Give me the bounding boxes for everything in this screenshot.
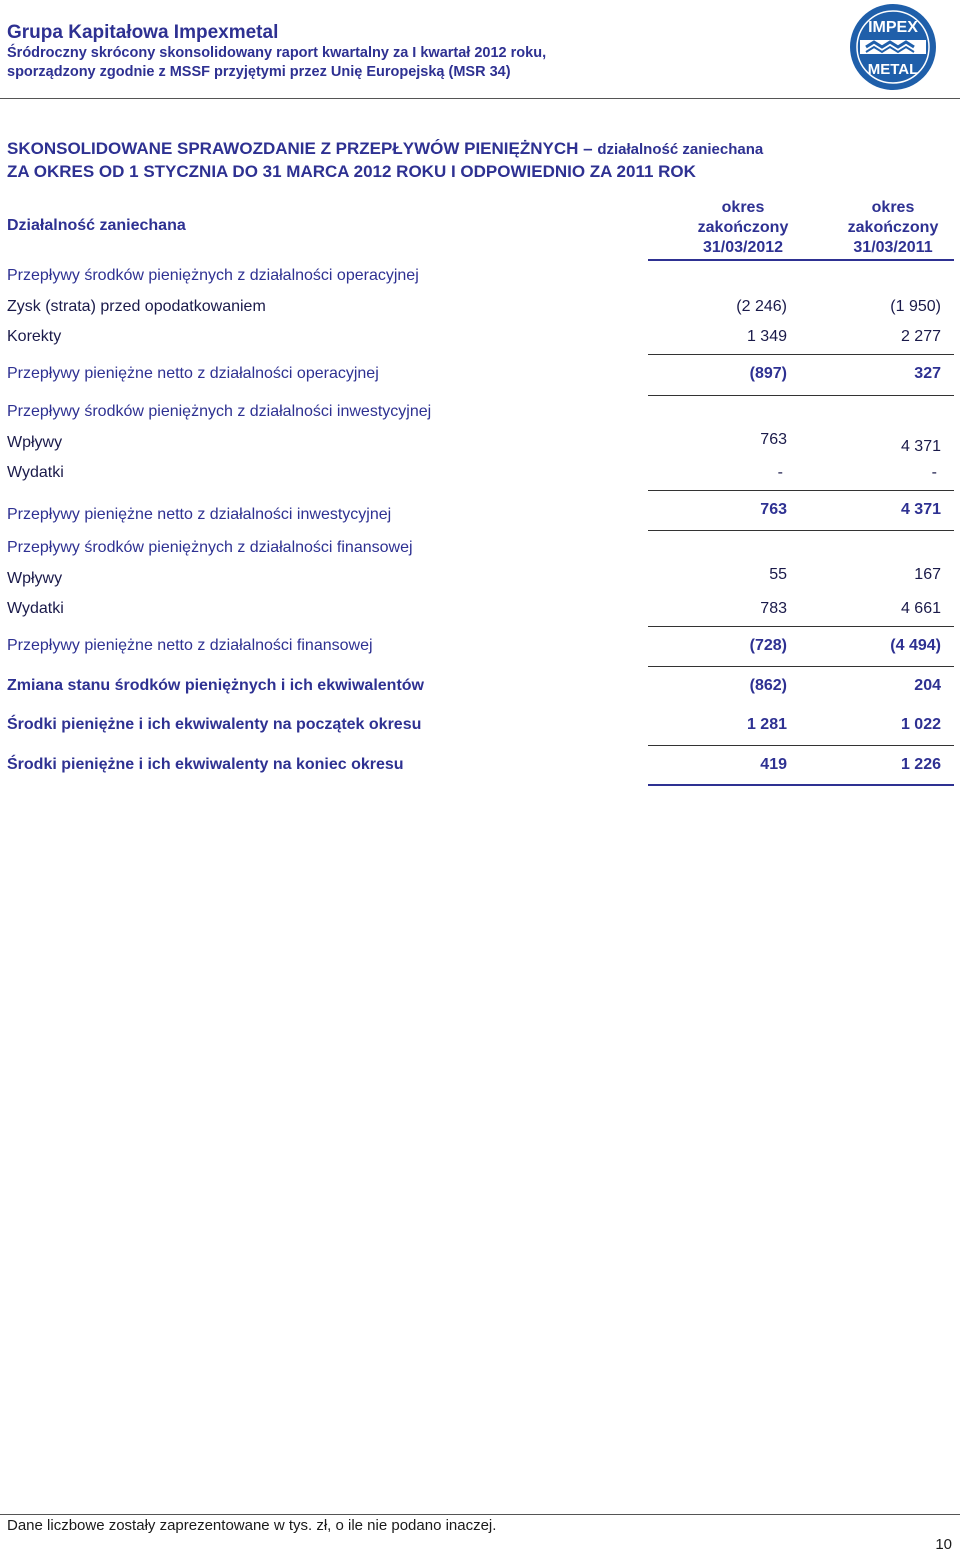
row-divider [648, 666, 954, 667]
company-name: Grupa Kapitałowa Impexmetal [7, 22, 279, 43]
table-row-subtotal [7, 365, 953, 387]
report-subtitle-line2: sporządzony zgodnie z MSSF przyjętymi przez Unię Europejską (MSR 34) [7, 64, 511, 80]
row-label: Zmiana stanu środków pieniężnych i ich ekwiwalentów [7, 677, 424, 694]
page-number: 10 [935, 1536, 952, 1553]
table-row-total [7, 677, 953, 699]
row-label: Przepływy środków pieniężnych z działalności inwestycyjnej [7, 403, 432, 420]
row-value-2012: 419 [760, 756, 787, 773]
table-row-subtotal [7, 501, 953, 528]
row-value-2012: 763 [760, 501, 787, 518]
statement-title-line1 [7, 138, 947, 161]
row-divider [648, 530, 954, 531]
report-subtitle-line1: Śródroczny skrócony skonsolidowany raport kwartalny za I kwartał 2012 roku, [7, 45, 547, 61]
row-value-2012: (728) [749, 637, 787, 654]
row-label: Przepływy środków pieniężnych z działalności finansowej [7, 539, 413, 556]
table-row [7, 464, 953, 486]
column-header-2012-line1: okres [721, 199, 765, 216]
row-value-2011: 4 371 [900, 501, 941, 518]
table-row [7, 267, 953, 289]
table-row [7, 431, 953, 456]
row-value-2012: (2 246) [736, 298, 787, 315]
column-header-2011-line1: okres [871, 199, 915, 216]
footer-note: Dane liczbowe zostały zaprezentowane w tys. zł, o ile nie podano inaczej. [7, 1517, 497, 1534]
row-label: Wydatki [7, 464, 64, 481]
statement-title-dash: – [578, 139, 598, 158]
row-divider [648, 395, 954, 396]
row-value-2011: (4 494) [890, 637, 941, 654]
impexmetal-logo [848, 2, 938, 92]
column-header-2012 [668, 198, 818, 258]
row-label: Środki pieniężne i ich ekwiwalenty na koniec okresu [7, 756, 404, 773]
table-row [7, 566, 953, 592]
row-value-2011: 4 661 [900, 600, 941, 617]
row-value-2012: 763 [760, 431, 787, 448]
row-value-2012: 55 [769, 566, 787, 583]
row-label: Przepływy pieniężne netto z działalności operacyjnej [7, 365, 379, 382]
table-row-total [7, 756, 953, 778]
row-value-2011: 204 [914, 677, 941, 694]
row-header-label: Działalność zaniechana [7, 217, 186, 234]
header-divider [0, 98, 960, 99]
row-value-2012: (862) [749, 677, 787, 694]
row-divider [648, 490, 954, 491]
table-row [7, 403, 953, 425]
column-header-2011-line3: 31/03/2011 [853, 239, 933, 256]
logo-text-bottom: METAL [867, 61, 919, 78]
row-value-2012: - [777, 464, 783, 481]
total-underline [648, 784, 954, 786]
row-label: Przepływy środków pieniężnych z działalności operacyjnej [7, 267, 419, 284]
row-value-2011: 4 371 [900, 438, 941, 455]
row-value-2012: 1 349 [746, 328, 787, 345]
column-header-2012-line3: 31/03/2012 [702, 239, 784, 256]
table-row-subtotal [7, 637, 953, 659]
table-row-total [7, 716, 953, 738]
row-label: Przepływy pieniężne netto z działalności finansowej [7, 637, 373, 654]
row-value-2011: (1 950) [890, 298, 941, 315]
row-value-2011: 1 226 [900, 756, 941, 773]
statement-title-sub: działalność zaniechana [597, 141, 764, 158]
statement-title-main: SKONSOLIDOWANE SPRAWOZDANIE Z PRZEPŁYWÓW PIENIĘŻNYCH [7, 139, 579, 158]
header-underline [648, 259, 954, 261]
table-row [7, 328, 953, 350]
table-row [7, 539, 953, 561]
row-value-2011: 2 277 [900, 328, 941, 345]
row-label: Wydatki [7, 600, 64, 617]
row-label: Wpływy [7, 434, 63, 451]
column-header-2011 [818, 198, 960, 258]
row-divider [648, 354, 954, 355]
table-row [7, 600, 953, 622]
logo-text-top: IMPEX [868, 19, 918, 36]
row-label: Korekty [7, 328, 62, 345]
row-label: Wpływy [7, 570, 63, 587]
row-value-2012: 1 281 [746, 716, 787, 733]
column-header-2011-line2: zakończony [847, 219, 939, 236]
statement-title-line2: ZA OKRES OD 1 STYCZNIA DO 31 MARCA 2012 ROKU I ODPOWIEDNIO ZA 2011 ROK [7, 162, 696, 181]
row-value-2011: 1 022 [900, 716, 941, 733]
footer-divider [0, 1514, 960, 1515]
row-value-2011: - [931, 464, 937, 481]
row-label: Środki pieniężne i ich ekwiwalenty na początek okresu [7, 716, 422, 733]
row-value-2011: 327 [914, 365, 941, 382]
row-divider [648, 626, 954, 627]
statement-title [7, 138, 947, 183]
row-value-2012: (897) [749, 365, 787, 382]
row-value-2012: 783 [760, 600, 787, 617]
row-value-2011: 167 [914, 566, 941, 583]
table-row [7, 298, 953, 320]
column-header-2012-line2: zakończony [697, 219, 789, 236]
row-label: Przepływy pieniężne netto z działalności inwestycyjnej [7, 506, 392, 523]
row-label: Zysk (strata) przed opodatkowaniem [7, 298, 266, 315]
report-header [7, 22, 837, 82]
row-divider [648, 745, 954, 746]
